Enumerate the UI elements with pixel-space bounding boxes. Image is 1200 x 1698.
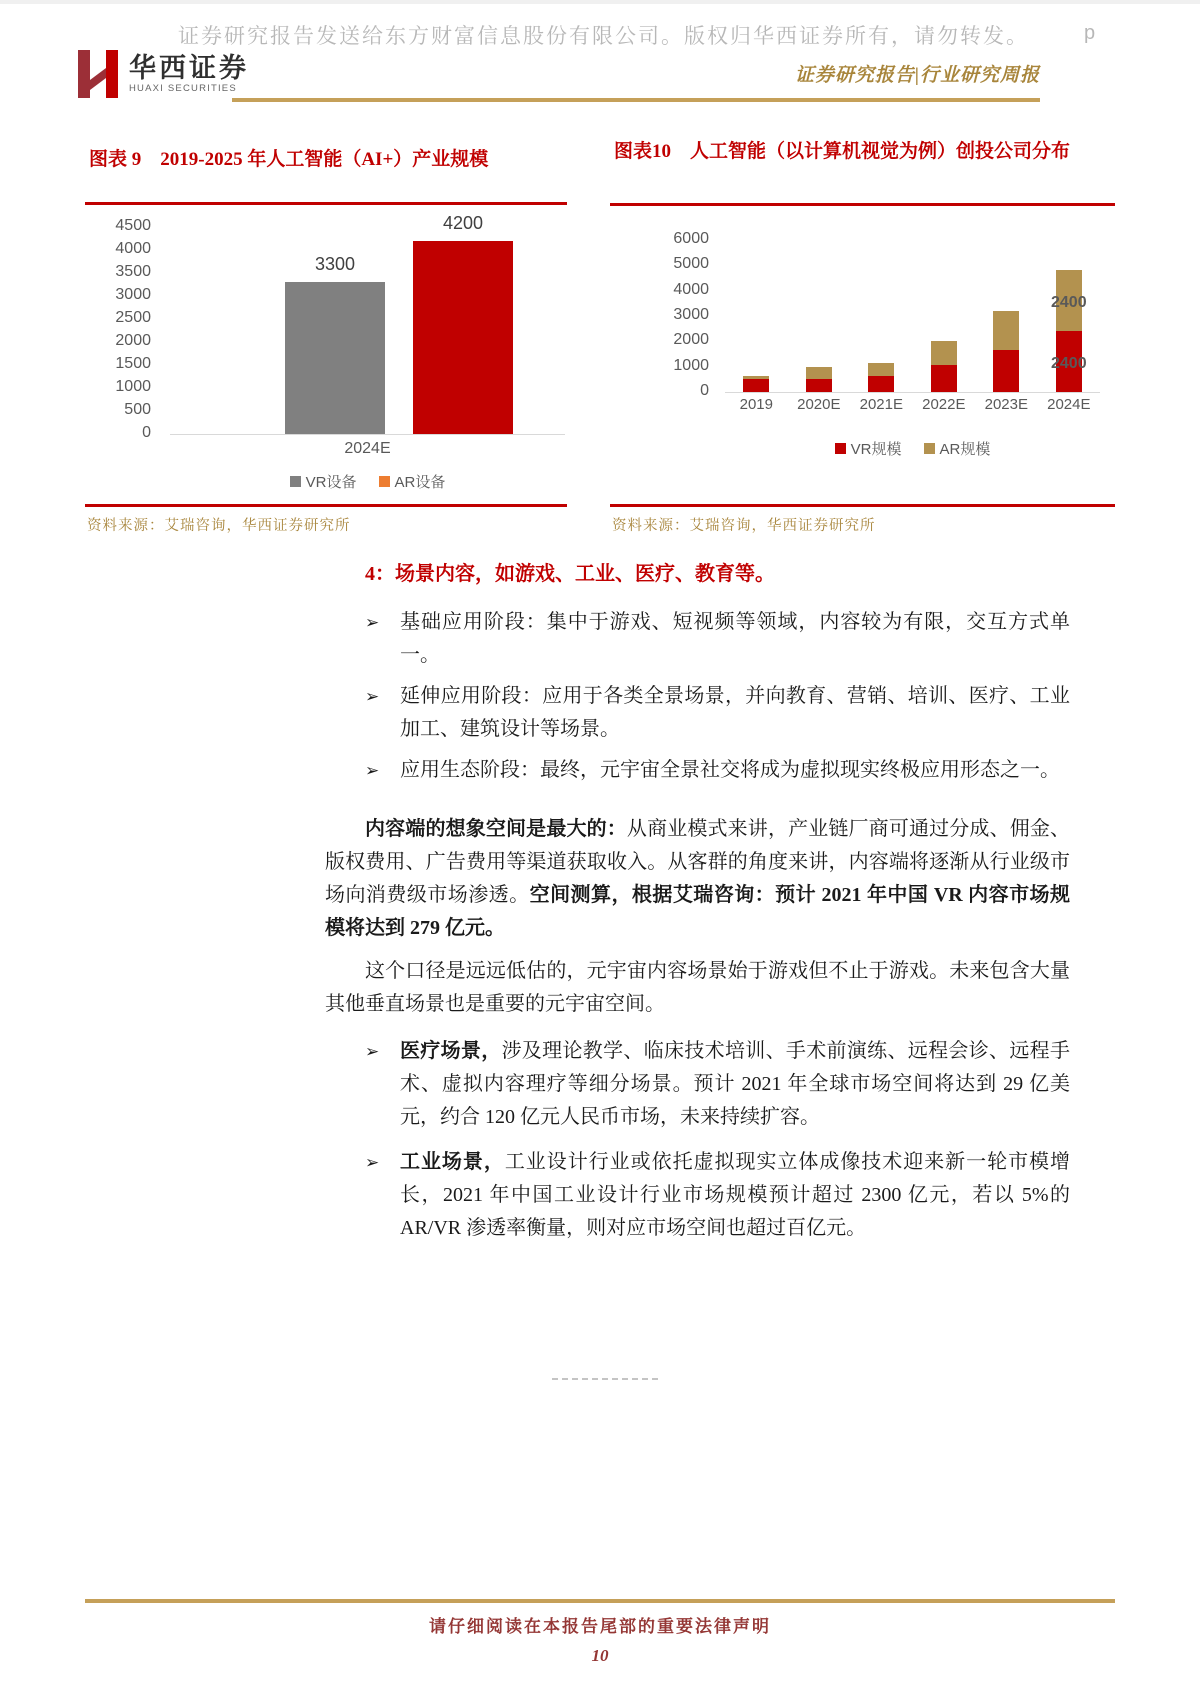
bullet-arrow-icon: ➢ bbox=[365, 613, 380, 632]
page-top-strip bbox=[0, 0, 1200, 4]
y-axis-tick: 3000 bbox=[115, 286, 151, 303]
page-number: 10 bbox=[591, 1646, 609, 1665]
y-axis-tick: 1000 bbox=[673, 356, 709, 374]
figure-9-legend bbox=[170, 471, 565, 492]
footer-rule bbox=[85, 1599, 1115, 1603]
bullet-item-ecosystem-stage bbox=[365, 754, 1070, 787]
bullet-item-extended-stage bbox=[365, 680, 1070, 746]
bullet-text bbox=[400, 1146, 1070, 1245]
figure-10-y-axis bbox=[640, 230, 715, 399]
bullet-arrow-icon: ➢ bbox=[365, 1042, 380, 1061]
x-axis-tick: 2024E bbox=[1047, 396, 1091, 413]
bullet-bold-lead: 医疗场景， bbox=[400, 1040, 502, 1062]
y-axis-tick: 4500 bbox=[115, 217, 151, 234]
figure-9-top-rule bbox=[85, 202, 567, 205]
section-heading: 4：场景内容，如游戏、工业、医疗、教育等。 bbox=[365, 563, 775, 585]
bullet-arrow-icon: ➢ bbox=[365, 761, 380, 780]
huaxi-logo-icon bbox=[75, 50, 121, 98]
legend-label: AR规模 bbox=[939, 441, 991, 458]
legend-label: AR设备 bbox=[394, 474, 446, 491]
legend-swatch-icon bbox=[924, 443, 935, 454]
bar-value-label: 2400 bbox=[1051, 293, 1087, 311]
bar-segment bbox=[806, 367, 832, 379]
paragraph-bold-tail: 空间测算，根据艾瑞咨询：预计 2021 年中国 VR 内容市场规模将达到 279 亿元。 bbox=[325, 884, 1071, 939]
figure-10-bottom-rule bbox=[610, 504, 1115, 507]
figure-9-plot-area bbox=[170, 212, 565, 435]
legend-label: VR规模 bbox=[850, 441, 902, 458]
bar-segment bbox=[743, 379, 769, 392]
figure-10-x-axis bbox=[725, 396, 1100, 418]
legend-item bbox=[835, 438, 902, 459]
legend-swatch-icon bbox=[835, 443, 846, 454]
figure-10-top-rule bbox=[610, 203, 1115, 206]
figure-10-title: 图表10 人工智能（以计算机视觉为例）创投公司分布 bbox=[614, 141, 1071, 162]
report-type-label: 证券研究报告|行业研究周报 bbox=[794, 65, 1040, 86]
figure-9 bbox=[85, 140, 567, 540]
legend-swatch-icon bbox=[290, 476, 301, 487]
bullet-arrow-icon: ➢ bbox=[365, 687, 380, 706]
y-axis-tick: 2000 bbox=[673, 331, 709, 349]
bar-segment bbox=[993, 350, 1019, 392]
bullet-text: 延伸应用阶段：应用于各类全景场景，并向教育、营销、培训、医疗、工业加工、建筑设计等场景。 bbox=[400, 685, 1070, 740]
bullet-item-industrial-scene bbox=[365, 1146, 1070, 1245]
bullet-item-medical-scene bbox=[365, 1035, 1070, 1134]
figure-10 bbox=[610, 132, 1115, 542]
legend-swatch-icon bbox=[379, 476, 390, 487]
figure-9-x-axis-label: 2024E bbox=[344, 440, 391, 457]
dashed-divider bbox=[552, 1378, 658, 1380]
bullet-body: 涉及理论教学、临床技术培训、手术前演练、远程会诊、远程手术、虚拟内容理疗等细分场景。预计 2021 年全球市场空间将达到 29 亿美元，约合 120 亿元人民币市场，未来持续扩容。 bbox=[400, 1040, 1070, 1128]
bullet-text: 应用生态阶段：最终，元宇宙全景社交将成为虚拟现实终极应用形态之一。 bbox=[400, 759, 1060, 781]
figure-10-source: 资料来源：艾瑞咨询，华西证券研究所 bbox=[612, 518, 876, 534]
logo-name-en: HUAXI SECURITIES bbox=[129, 83, 237, 94]
body-text bbox=[325, 558, 1070, 1253]
bullet-item-basic-stage bbox=[365, 606, 1070, 672]
paragraph-bold-lead: 内容端的想象空间是最大的： bbox=[365, 818, 627, 840]
bar-segment bbox=[868, 363, 894, 376]
y-axis-tick: 4000 bbox=[115, 240, 151, 257]
paragraph-normal-text: 从商业模式来讲，产业链厂商可通过分成、佣金、版权费用、广告费用等渠道获取收入。从客群的角度来讲，内容端将逐渐从行业级市场向消费级市场渗透。 bbox=[325, 818, 1071, 906]
figure-10-plot-area bbox=[725, 240, 1100, 393]
y-axis-tick: 500 bbox=[124, 401, 151, 418]
bullet-arrow-icon: ➢ bbox=[365, 1153, 380, 1172]
bar-segment bbox=[931, 341, 957, 365]
paragraph-content-space bbox=[325, 813, 1070, 945]
x-axis-tick: 2022E bbox=[922, 396, 966, 413]
header-rule bbox=[232, 98, 1040, 102]
y-axis-tick: 1500 bbox=[115, 355, 151, 372]
x-axis-tick: 2020E bbox=[797, 396, 841, 413]
figure-10-legend bbox=[725, 438, 1100, 459]
bar-segment bbox=[743, 376, 769, 379]
bullet-body: 工业设计行业或依托虚拟现实立体成像技术迎来新一轮市模增长，2021 年中国工业设计行业市场规模预计超过 2300 亿元，若以 5%的 AR/VR 渗透率衡量，则对应市场空间也超过百亿元。 bbox=[400, 1151, 1071, 1239]
watermark-text: 证券研究报告发送给东方财富信息股份有限公司。版权归华西证券所有，请勿转发。 bbox=[178, 25, 1029, 48]
logo-text-block bbox=[129, 53, 249, 95]
y-axis-tick: 2500 bbox=[115, 309, 151, 326]
legend-item bbox=[924, 438, 991, 459]
figure-9-source: 资料来源：艾瑞咨询，华西证券研究所 bbox=[87, 518, 351, 534]
y-axis-tick: 3500 bbox=[115, 263, 151, 280]
bar-value-label: 2400 bbox=[1051, 354, 1087, 372]
bullet-text: 基础应用阶段：集中于游戏、短视频等领域，内容较为有限，交互方式单一。 bbox=[400, 611, 1070, 666]
footer-disclaimer: 请仔细阅读在本报告尾部的重要法律声明 bbox=[429, 1617, 771, 1636]
legend-item bbox=[379, 471, 446, 492]
bar-value-label: 4200 bbox=[442, 212, 484, 233]
bar-value-label: 3300 bbox=[314, 254, 356, 275]
legend-item bbox=[290, 471, 357, 492]
y-axis-tick: 1000 bbox=[115, 378, 151, 395]
logo-name-cn: 华西证券 bbox=[129, 53, 249, 83]
y-axis-tick: 0 bbox=[700, 382, 709, 399]
bar bbox=[413, 241, 513, 434]
y-axis-tick: 0 bbox=[142, 424, 151, 441]
paragraph-underestimate: 这个口径是远远低估的，元宇宙内容场景始于游戏但不止于游戏。未来包含大量其他垂直场景也是重要的元宇宙空间。 bbox=[325, 960, 1070, 1015]
y-axis-tick: 6000 bbox=[673, 230, 709, 247]
figure-9-title: 图表 9 2019-2025 年人工智能（AI+）产业规模 bbox=[89, 149, 489, 170]
huaxi-logo bbox=[75, 50, 249, 98]
bar-segment bbox=[993, 311, 1019, 350]
y-axis-tick: 4000 bbox=[673, 280, 709, 298]
bar-segment bbox=[931, 365, 957, 392]
figure-9-bottom-rule bbox=[85, 504, 567, 507]
bullet-bold-lead: 工业场景， bbox=[400, 1151, 505, 1173]
bar bbox=[285, 282, 385, 434]
x-axis-tick: 2019 bbox=[739, 396, 773, 413]
bullet-text bbox=[400, 1035, 1070, 1134]
legend-label: VR设备 bbox=[305, 474, 357, 491]
y-axis-tick: 3000 bbox=[673, 306, 709, 323]
y-axis-tick: 2000 bbox=[115, 332, 151, 349]
bar-segment bbox=[806, 379, 832, 392]
bar-segment bbox=[868, 376, 894, 393]
x-axis-tick: 2021E bbox=[859, 396, 903, 413]
figure-9-y-axis bbox=[85, 217, 157, 441]
y-axis-tick: 5000 bbox=[673, 255, 709, 273]
x-axis-tick: 2023E bbox=[984, 396, 1028, 413]
watermark-suffix: p bbox=[1084, 22, 1096, 44]
